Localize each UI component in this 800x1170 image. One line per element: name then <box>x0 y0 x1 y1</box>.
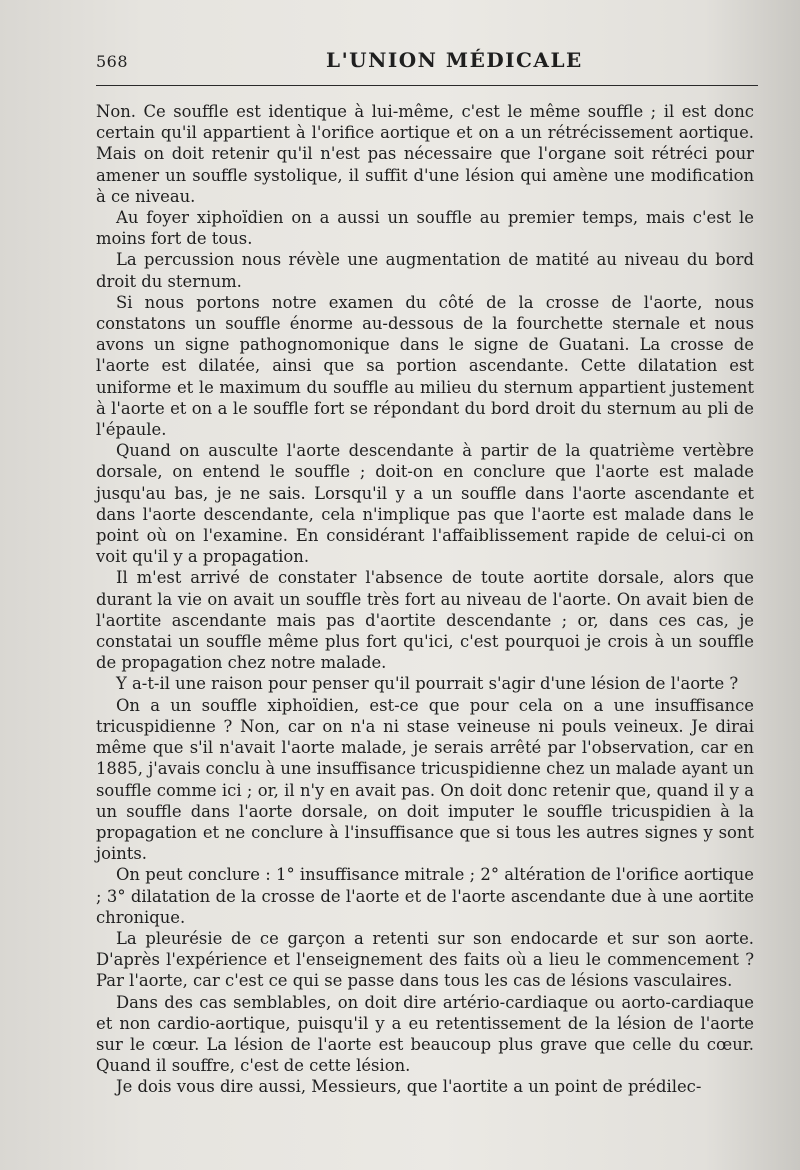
header-rule <box>96 85 758 86</box>
paragraph: On a un souffle xiphoïdien, est-ce que pour cela on a une insuffisance tricuspidienne ? Non, car on n'a ni stase veineuse ni pouls veineux. Je dirai même que s'il n'avait l'aorte malade, je serais arrêté par l'observation, car en 1885, j'avais conclu à une insuffisance tricuspidienne chez un malade ayant un souffle comme ici ; or, il n'y en avait pas. On doit donc retenir que, quand il y a un souffle dans l'aorte dorsale, on doit imputer le souffle tricuspidien à la propagation et ne conclure à l'insuffisance que si tous les autres signes y sont joints. <box>96 695 754 864</box>
page-header <box>96 48 744 84</box>
paragraph: Y a-t-il une raison pour penser qu'il pourrait s'agir d'une lésion de l'aorte ? <box>116 674 739 694</box>
paragraph: On peut conclure : 1° insuffisance mitrale ; 2° altération de l'orifice aortique ; 3° dilatation de la crosse de l'aorte et de l'aorte ascendante due à une aortite chronique. <box>96 865 754 927</box>
paragraph: Si nous portons notre examen du côté de la crosse de l'aorte, nous constatons un souffle énorme au-dessous de la fourchette sternale et nous avons un signe pathognomonique dans le signe de Guatani. La crosse de l'aorte est dilatée, ainsi que sa portion ascendante. Cette dilatation est uniforme et le maximum du souffle au milieu du sternum appartient justement à l'aorte et on a le souffle fort se répondant du bord droit du sternum au pli de l'épaule. <box>96 292 754 440</box>
paragraph: Au foyer xiphoïdien on a aussi un souffle au premier temps, mais c'est le moins fort de tous. <box>96 208 754 249</box>
paragraph: Non. Ce souffle est identique à lui-même, c'est le même souffle ; il est donc certain qu'il appartient à l'orifice aortique et on a un rétrécissement aortique. Mais on doit retenir qu'il n'est pas nécessaire que l'organe soit rétréci pour amener un souffle systolique, il suffit d'une lésion qui amène une modification à ce niveau. <box>96 102 754 206</box>
paragraph: La percussion nous révèle une augmentation de matité au niveau du bord droit du sternum. <box>96 250 754 291</box>
running-title: L'UNION MÉDICALE <box>326 48 583 72</box>
body-text <box>96 101 754 1098</box>
paragraph: Quand on ausculte l'aorte descendante à partir de la quatrième vertèbre dorsale, on entend le souffle ; doit-on en conclure que l'aorte est malade jusqu'au bas, je ne sais. Lorsqu'il y a un souffle dans l'aorte ascendante et dans l'aorte descendante, cela n'implique pas que l'aorte est malade dans le point où on l'examine. En considérant l'affaiblissement rapide de celui-ci on voit qu'il y a propagation. <box>96 441 754 567</box>
page-number: 568 <box>96 52 129 71</box>
paragraph: La pleurésie de ce garçon a retenti sur son endocarde et sur son aorte. D'après l'expérience et l'enseignement des faits où a lieu le commencement ? Par l'aorte, car c'est ce qui se passe dans tous les cas de lésions vasculaires. <box>96 928 754 991</box>
paragraph: Je dois vous dire aussi, Messieurs, que l'aortite a un point de prédilec- <box>116 1077 702 1097</box>
paragraph: Dans des cas semblables, on doit dire artério-cardiaque ou aorto-cardiaque et non cardio-aortique, puisqu'il y a eu retentissement de la lésion de l'aorte sur le cœur. La lésion de l'aorte est beaucoup plus grave que celle du cœur. Quand il souffre, c'est de cette lésion. <box>96 992 754 1076</box>
paragraph: Il m'est arrivé de constater l'absence de toute aortite dorsale, alors que durant la vie on avait un souffle très fort au niveau de l'aorte. On avait bien de l'aortite ascendante mais pas d'aortite descendante ; or, dans ces cas, je constatai un souffle même plus fort qu'ici, c'est pourquoi je crois à un souffle de propagation chez notre malade. <box>96 568 754 673</box>
